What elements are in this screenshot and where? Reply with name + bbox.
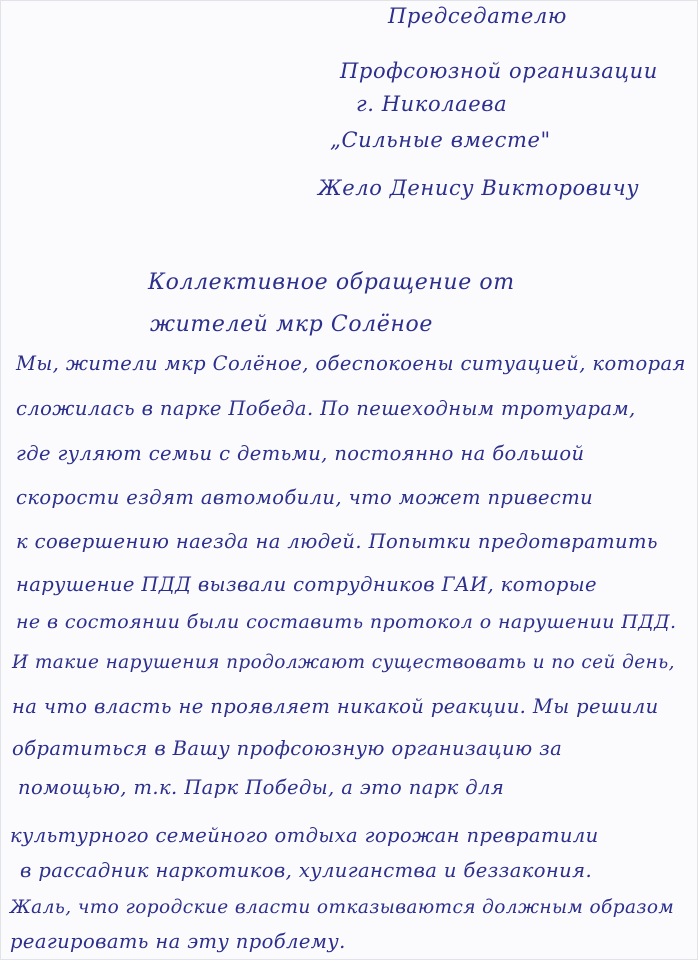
title-line: Коллективное обращение от <box>148 270 515 295</box>
body-line: культурного семейного отдыха горожан превратили <box>10 824 599 847</box>
body-line: сложилась в парке Победа. По пешеходным тротуарам, <box>16 397 636 420</box>
body-line: обратиться в Вашу профсоюзную организацию за <box>12 737 563 760</box>
addressee-line: Председателю <box>388 4 567 28</box>
body-line: помощью, т.к. Парк Победы, а это парк для <box>18 776 505 799</box>
body-line: скорости ездят автомобили, что может привести <box>16 486 594 509</box>
title-line: жителей мкр Солёное <box>150 312 433 337</box>
body-line: реагировать на эту проблему. <box>10 930 346 953</box>
body-line: не в состоянии были составить протокол о нарушении ПДД. <box>16 611 677 633</box>
body-line: И такие нарушения продолжают существовать и по сей день, <box>12 652 675 673</box>
body-line: Мы, жители мкр Солёное, обеспокоены ситуацией, которая <box>16 352 686 375</box>
addressee-line: Профсоюзной организации <box>340 59 658 83</box>
addressee-line: Жело Денису Викторовичу <box>318 176 640 200</box>
addressee-line: г. Николаева <box>356 92 508 116</box>
body-line: нарушение ПДД вызвали сотрудников ГАИ, которые <box>16 573 597 596</box>
body-line: к совершению наезда на людей. Попытки предотвратить <box>16 530 658 553</box>
addressee-line: „Сильные вместе" <box>330 128 551 152</box>
body-line: Жаль, что городские власти отказываются должным образом <box>10 897 675 918</box>
body-line: где гуляют семьи с детьми, постоянно на большой <box>16 442 585 465</box>
body-line: на что власть не проявляет никакой реакции. Мы решили <box>12 695 659 718</box>
body-line: в рассадник наркотиков, хулиганства и беззакония. <box>20 859 593 882</box>
